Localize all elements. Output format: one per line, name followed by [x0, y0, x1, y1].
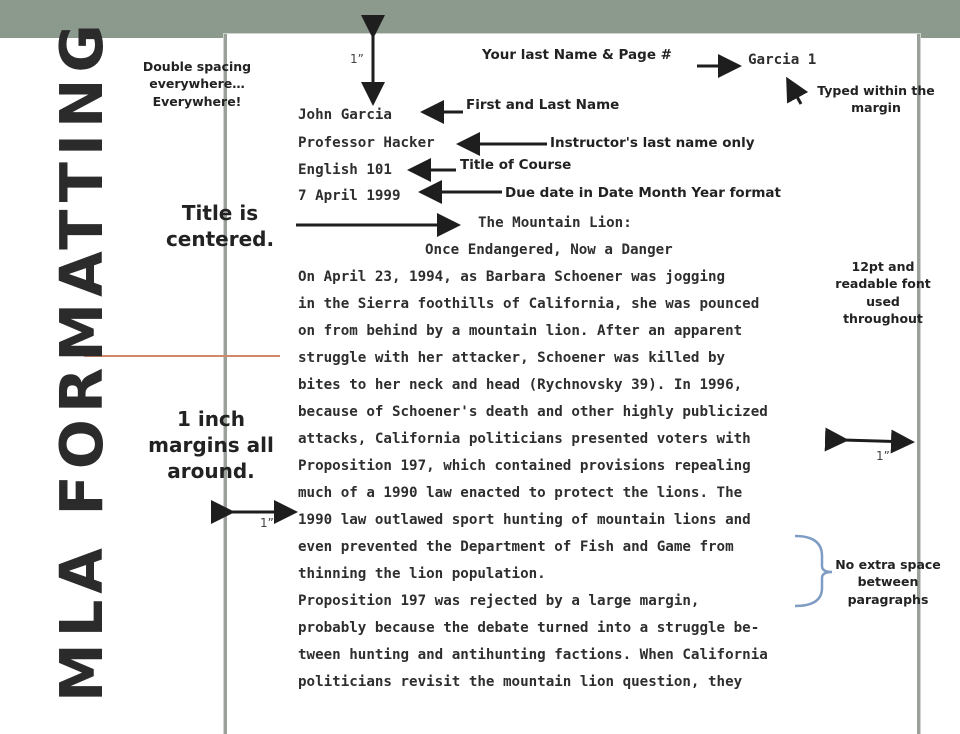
- slide-title: MLA FORMATTING: [47, 18, 116, 702]
- body-line: politicians revisit the mountain lion question, they: [298, 674, 743, 690]
- title-centered-note: Title is centered.: [165, 201, 275, 251]
- no-extra-space-note: No extra space between paragraphs: [835, 557, 941, 607]
- heading-course: English 101: [298, 162, 392, 178]
- body-line: much of a 1990 law enacted to protect the lions. The: [298, 485, 743, 501]
- body-line: even prevented the Department of Fish and Game from: [298, 539, 734, 555]
- heading-date: 7 April 1999: [298, 188, 401, 204]
- first-last-name-label: First and Last Name: [466, 97, 620, 113]
- body-line: probably because the debate turned into a struggle be-: [298, 620, 760, 636]
- body-line: because of Schoener's death and other highly publicized: [298, 404, 768, 420]
- body-line: Proposition 197 was rejected by a large margin,: [298, 593, 700, 609]
- body-line: tween hunting and antihunting factions. When California: [298, 647, 768, 663]
- paper-title-line-2: Once Endangered, Now a Danger: [425, 242, 673, 258]
- body-line: attacks, California politicians presented voters with: [298, 431, 751, 447]
- due-date-label: Due date in Date Month Year format: [505, 185, 781, 201]
- body-line: on from behind by a mountain lion. After an apparent: [298, 323, 743, 339]
- page-header-right: Garcia 1: [748, 52, 817, 68]
- left-margin-measure: 1”: [260, 516, 274, 530]
- instructor-label: Instructor's last name only: [550, 135, 755, 151]
- margins-note: 1 inch margins all around.: [148, 407, 274, 483]
- heading-instructor: Professor Hacker: [298, 135, 435, 151]
- body-line: 1990 law outlawed sport hunting of mountain lions and: [298, 512, 751, 528]
- body-line: struggle with her attacker, Schoener was killed by: [298, 350, 726, 366]
- top-accent-bar: [0, 0, 960, 38]
- paper-title-line-1: The Mountain Lion:: [478, 215, 632, 231]
- body-line: thinning the lion population.: [298, 566, 546, 582]
- body-line: bites to her neck and head (Rychnovsky 39). In 1996,: [298, 377, 743, 393]
- last-name-page-label: Your last Name & Page #: [482, 47, 672, 63]
- body-line: Proposition 197, which contained provisions repealing: [298, 458, 751, 474]
- right-margin-measure: 1”: [876, 449, 890, 463]
- body-line: On April 23, 1994, as Barbara Schoener was jogging: [298, 269, 726, 285]
- heading-name: John Garcia: [298, 107, 392, 123]
- course-title-label: Title of Course: [460, 157, 572, 173]
- top-margin-measure: 1”: [350, 52, 364, 66]
- double-spacing-note: Double spacing everywhere… Everywhere!: [142, 59, 252, 109]
- font-note: 12pt and readable font used throughout: [835, 259, 931, 326]
- typed-within-margin-note: Typed within the margin: [817, 83, 935, 116]
- body-line: in the Sierra foothills of California, she was pounced: [298, 296, 760, 312]
